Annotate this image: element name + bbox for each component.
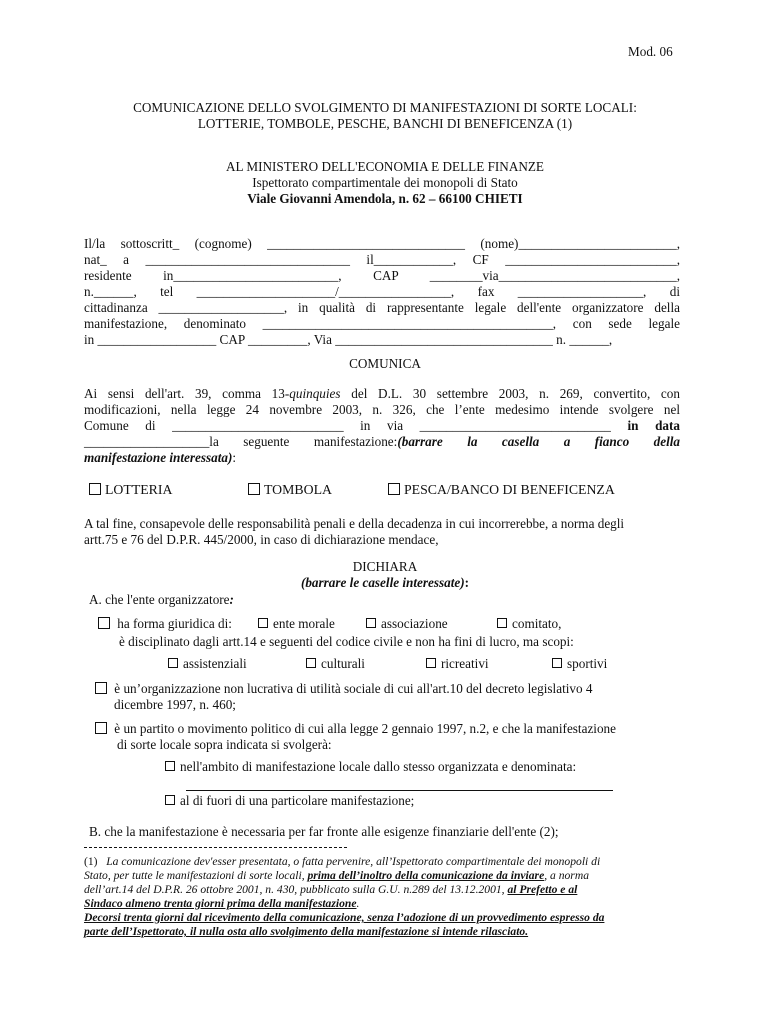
option-onlus-line-2: dicembre 1997, n. 460; [114,697,236,712]
form-line-residence[interactable]: residente in_________________________, CAP ________via___________________________, [84,268,680,283]
form-line-legal-seat[interactable]: in __________________ CAP _________, Via _________________________________ n. ______, [84,332,613,347]
option-assistenziali[interactable]: assistenziali [168,656,247,672]
option-onlus[interactable]: è un’organizzazione non lucrativa di utilità sociale di cui all'art.10 del decreto legislativo 4 [95,681,592,697]
form-line-citizenship[interactable]: cittadinanza ___________________, in qualità di rappresentante legale dell'ente organizzatore della [84,300,680,315]
checkbox-icon[interactable] [497,618,507,628]
option-ricreativi[interactable]: ricreativi [426,656,489,672]
comunica-paragraph-line-5: manifestazione interessata): [84,450,237,465]
form-model-number: Mod. 06 [628,44,673,59]
responsibility-line-1: A tal fine, consapevole delle responsabilità penali e della decadenza in cui incorrerebbe, a norma degli [84,516,625,531]
option-local-event[interactable]: nell'ambito di manifestazione locale dallo stesso organizzata e denominata: [165,759,576,775]
checkbox-icon[interactable] [552,658,562,668]
addressee-address: Viale Giovanni Amendola, n. 62 – 66100 CHIETI [247,191,523,206]
footnote-separator [84,847,347,848]
footnote-line-6: parte dell’Ispettorato, il nulla osta allo svolgimento della manifestazione si intende rilasciato. [84,925,529,938]
comunica-paragraph-line-3[interactable]: Comune di __________________________ in via _____________________________ in data [84,418,680,433]
checkbox-icon[interactable] [98,617,110,629]
footnote-line-4: Sindaco almeno trenta giorni prima della manifestazione. [84,897,360,910]
form-line-denomination[interactable]: manifestazione, denominato ____________________________________________, con sede legale [84,316,680,331]
option-sportivi[interactable]: sportivi [552,656,607,672]
footnote-line-1: (1) La comunicazione dev'esser presentata, o fatta pervenire, all’Ispettorato compartimentale dei monopoli di [84,855,601,868]
option-culturali[interactable]: culturali [306,656,365,672]
comunica-heading: COMUNICA [349,356,421,371]
form-line-name[interactable]: Il/la sottoscritt_ (cognome) ______________________________ (nome)________________________, [84,236,680,251]
comunica-paragraph-line-2: modificazioni, nella legge 24 novembre 2003, n. 326, che l’ente medesimo intende svolgere nel [84,402,680,417]
checkbox-icon[interactable] [306,658,316,668]
document-title-line-1: COMUNICAZIONE DELLO SVOLGIMENTO DI MANIFESTAZIONI DI SORTE LOCALI: [133,100,637,115]
option-outside-event[interactable]: al di fuori di una particolare manifestazione; [165,793,414,809]
checkbox-icon[interactable] [388,483,400,495]
footnote-line-5: Decorsi trenta giorni dal ricevimento della comunicazione, senza l’adozione di un provvedimento espresso da [84,911,605,924]
comunica-paragraph-line-4[interactable]: ___________________la seguente manifestazione:(barrare la casella a fianco della [84,434,680,449]
responsibility-line-2: artt.75 e 76 del D.P.R. 445/2000, in caso di dichiarazione mendace, [84,532,439,547]
legal-form-line[interactable]: ha forma giuridica di: [98,616,232,632]
checkbox-icon[interactable] [168,658,178,668]
footnote-line-2: Stato, per tutte le manifestazioni di sorte locali, prima dell’inoltro della comunicazione da inviare, a norma [84,869,589,882]
comunica-paragraph-line-1: Ai sensi dell'art. 39, comma 13-quinquies del D.L. 30 settembre 2003, n. 269, convertito, con [84,386,680,401]
section-a-label: A. che l'ente organizzatore: [89,592,234,607]
checkbox-icon[interactable] [165,761,175,771]
form-line-birth[interactable]: nat_ a _______________________________ il____________, CF __________________________, [84,252,680,267]
footnote-line-3: dell’art.14 del D.P.R. 26 ottobre 2001, n. 430, pubblicato sulla G.U. n.289 del 13.12.2001, al Prefetto e al [84,883,578,896]
option-pesca-banco[interactable]: PESCA/BANCO DI BENEFICENZA [388,482,615,498]
checkbox-icon[interactable] [426,658,436,668]
checkbox-icon[interactable] [366,618,376,628]
checkbox-icon[interactable] [95,722,107,734]
civil-code-line: è disciplinato dagli artt.14 e seguenti del codice civile e non ha fini di lucro, ma scopi: [119,634,574,649]
option-political-party-line-2: di sorte locale sopra indicata si svolgerà: [117,737,332,752]
document-title-line-2: LOTTERIE, TOMBOLE, PESCHE, BANCHI DI BENEFICENZA (1) [197,116,573,131]
checkbox-icon[interactable] [165,795,175,805]
addressee-office: Ispettorato compartimentale dei monopoli di Stato [252,175,518,190]
option-tombola[interactable]: TOMBOLA [248,482,332,498]
event-name-blank[interactable] [186,790,613,791]
checkbox-icon[interactable] [95,682,107,694]
checkbox-icon[interactable] [248,483,260,495]
dichiara-heading: DICHIARA [352,559,418,574]
checkbox-icon[interactable] [89,483,101,495]
option-associazione[interactable]: associazione [366,616,448,632]
addressee-ministry: AL MINISTERO DELL'ECONOMIA E DELLE FINANZE [226,159,544,174]
checkbox-icon[interactable] [258,618,268,628]
dichiara-subheading: (barrare le caselle interessate): [300,575,470,590]
section-b-label: B. che la manifestazione è necessaria per far fronte alle esigenze finanziarie dell'ente (2); [89,824,559,839]
option-lotteria[interactable]: LOTTERIA [89,482,172,498]
option-comitato[interactable]: comitato, [497,616,561,632]
form-line-contacts[interactable]: n.______, tel _____________________/_________________, fax ___________________, di [84,284,680,299]
option-ente-morale[interactable]: ente morale [258,616,335,632]
option-political-party[interactable]: è un partito o movimento politico di cui alla legge 2 gennaio 1997, n.2, e che la manifestazione [95,721,616,737]
